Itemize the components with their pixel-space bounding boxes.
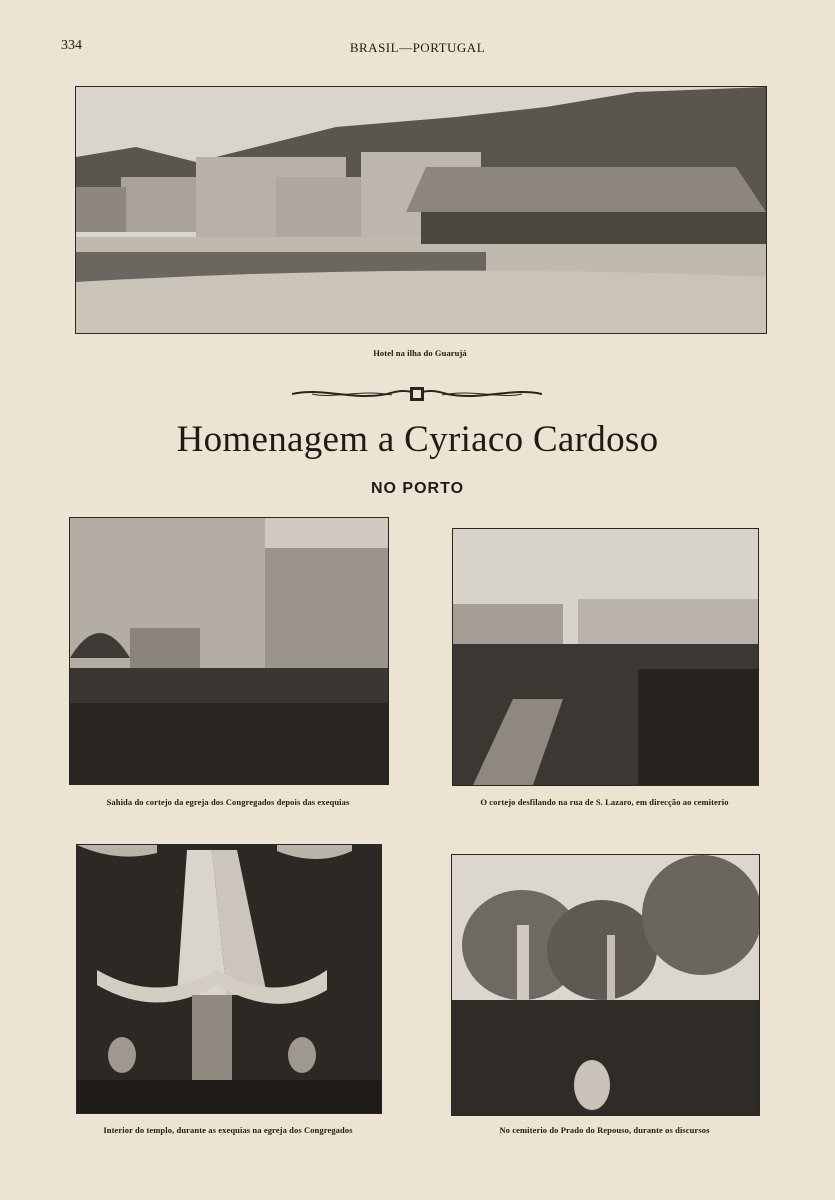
photo-cortejo-s-lazaro: [452, 528, 759, 786]
decorative-ornament: [292, 385, 542, 403]
caption-hotel: Hotel na ilha do Guarujá: [373, 348, 467, 358]
caption-sahida: Sahida do cortejo da egreja dos Congregados depois das exequias: [106, 797, 350, 807]
photo-cemiterio-prado-repouso: [451, 854, 760, 1116]
caption-cortejo: O cortejo desfilando na rua de S. Lazaro, em direcção ao cemiterio: [480, 797, 729, 807]
article-title: Homenagem a Cyriaco Cardoso: [176, 419, 659, 460]
page-number: 334: [61, 38, 82, 53]
photo-hotel-guaruja: [75, 86, 767, 334]
caption-cemiterio: No cemiterio do Prado do Repouso, durante os discursos: [499, 1125, 710, 1135]
caption-interior: Interior do templo, durante as exequias na egreja dos Congregados: [103, 1125, 353, 1135]
running-title: BRASIL—PORTUGAL: [349, 40, 486, 55]
photo-sahida-cortejo: [69, 517, 389, 785]
article-subtitle: NO PORTO: [370, 480, 465, 497]
photo-interior-templo: [76, 844, 382, 1114]
